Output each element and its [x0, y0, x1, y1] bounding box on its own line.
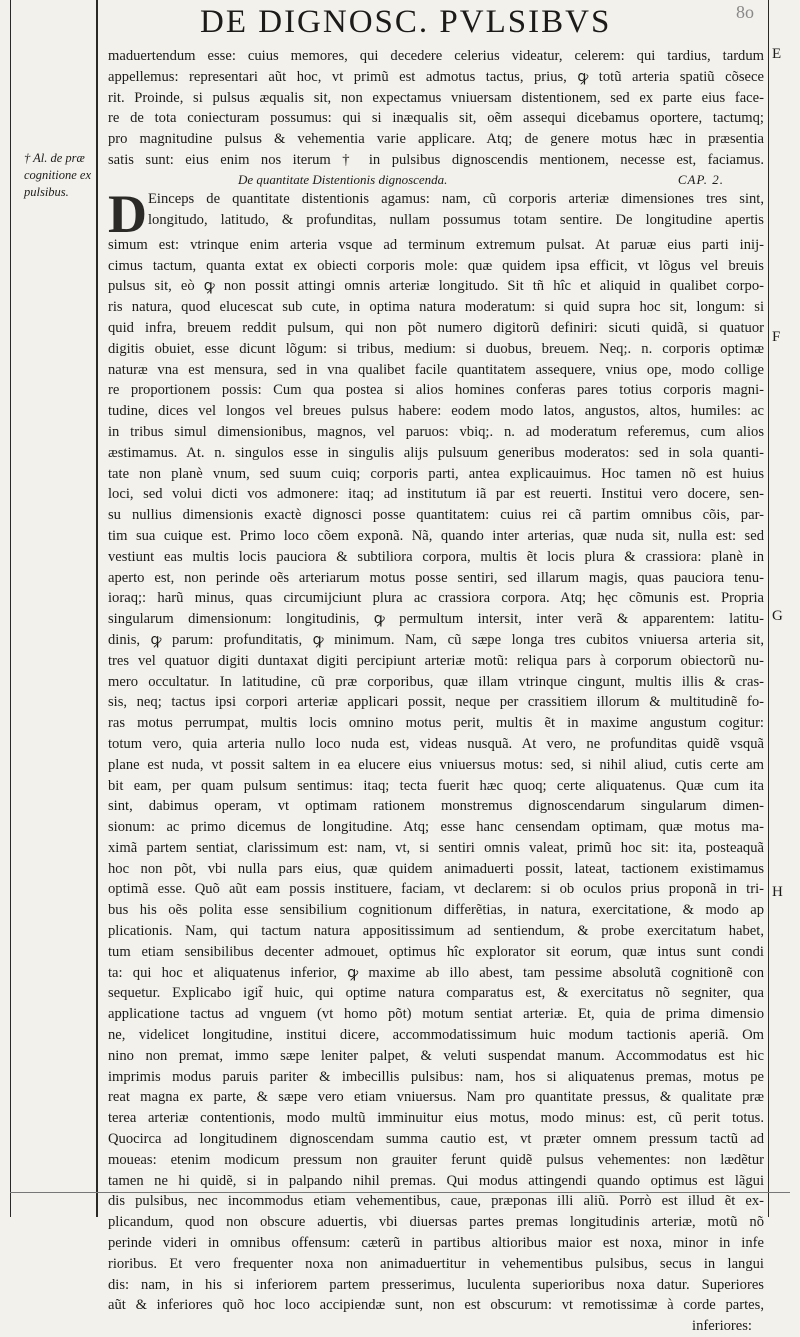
- text-line: plicandum, quod non obscure aduertis, vbi diuersas partes premas longitudinis arteriæ, motũ nõ: [108, 1214, 764, 1231]
- text-line: moueas: etenim modicum pressum non grauiter ferunt quidẽ pulsus vehementes: non lædẽtur: [108, 1151, 764, 1168]
- text-line: tudine, dices vel longos vel breues pulsus habere: eodem modo latos, angustos, altos, humiles: ac: [108, 403, 764, 420]
- text-line: nino non premat, immo sæpe leniter palpet, & veluti suspendat manum. Accommodatus est hic: [108, 1047, 764, 1064]
- text-line: sionum: ac primo dicemus de longitudine. Atq; esse hanc censendam optimam, quæ motus ma-: [108, 819, 764, 836]
- text-line: hoc non põt, vbi nulla pars eius, quæ quidem animaduerti possit, lateat, tactionem existimamus: [108, 860, 764, 877]
- text-line: pulsus sit, eò ꝙ non possit attingi omnis arteriæ longitudo. Sit tñ hîc et aliquid in qualibet corpo-: [108, 278, 764, 295]
- text-line: singularum dimensionum: longitudinis, ꝙ permultum intersit, inter verã & apparentem: latitu-: [108, 611, 764, 628]
- chapter-number: CAP. 2.: [677, 171, 724, 187]
- text-line: vestiunt eas multis locis pauciora & subtiliora corpora, multis ẽt locis plura & crassiora: planè in: [108, 548, 764, 565]
- left-margin-rule: [96, 0, 98, 1217]
- text-line: aperto est, non perinde oẽs arteriarum motus posse sentiri, sed illarum magis, quas pauciora tenu-: [108, 569, 764, 586]
- text-line: totum vero, quia arteria nullo loco nuda est, videas nusquã. At vero, ne profunditas quidẽ vsquã: [108, 735, 764, 752]
- paragraph-body: [108, 235, 764, 1316]
- text-line: simum est: vtrinque enim arteria vsque ad terminum extremum pulsat. At paruæ eius parti inij-: [108, 236, 764, 253]
- text-line: tim sua cuique est. Primo loco cõem exponã. Nã, quando inter arterias, quæ nuda sit, nulla est: sed: [108, 527, 764, 544]
- text-line: ris natura, quod elucescat sub cute, in optima natura moderatum: si quid supra hoc sit, longum: si: [108, 299, 764, 316]
- text-line: sequetur. Explicabo igit̃ huic, qui optime natura comparatus est, & exercitatus nõ segniter, qua: [108, 985, 764, 1002]
- text-line: aũt & inferiores quõ hoc loco accipiendæ sunt, non est obscurum: vt remotissimæ à corde partes,: [108, 1297, 764, 1314]
- text-line: sis, neq; tactus ipsi corpori arteriæ applicari possit, neque per crassitiem illorum & multitudinẽ fo-: [108, 694, 764, 711]
- text-line: su nullius dimensionis exactè dignosci posse quantitatem: cuius rei cã partim omnibus cõis, par-: [108, 507, 764, 524]
- paragraph-chapter-2: [108, 189, 764, 235]
- text-line: pro magnitudine pulsus & vehementia varie applicare. Atq; de genere motus hæc in præsentia: [108, 131, 764, 148]
- section-letter-h: H: [772, 884, 783, 900]
- text-line: tamen ne hi quidẽ, si in palpando nihil premas. Qui modus attingendi quando optimus est lãgui: [108, 1172, 764, 1189]
- text-line: longitudo, latitudo, & profunditas, nullam possumus totam sentire. De longitudine apertis: [148, 211, 764, 228]
- text-line: Einceps de quantitate distentionis agamus: nam, cũ corporis arteriæ dimensiones tres sint,: [148, 190, 764, 207]
- section-heading: [108, 171, 764, 189]
- text-line: ne, videlicet longitudine, institui dicere, accommodatissimum huic modum tactionis aperiã. Om: [108, 1027, 764, 1044]
- text-line: dinis, ꝙ parum: profunditatis, ꝙ minimum. Nam, cũ sæpe longa tres cubitos vniuersa arteria sit,: [108, 631, 764, 648]
- text-line: tum etiam sensibilibus decenter admouet, optimus hîc explorator sit eorum, quæ intus sunt condi: [108, 943, 764, 960]
- running-header: DE DIGNOSC. PVLSIBVS: [200, 4, 612, 40]
- text-line: in tribus simul dimensionibus, magnos, vel paruos: vbiq;. n. ad moderatum referemus, cum alios: [108, 423, 764, 440]
- paragraph-top: [108, 46, 764, 171]
- text-line: re de tota coniecturam possumus: qui si inæqualis sit, oẽm assequi dicebamus oportere, tactumq;: [108, 110, 764, 127]
- section-letter-e: E: [772, 46, 782, 62]
- section-heading-title: De quantitate Distentionis dignoscenda.: [238, 171, 448, 187]
- text-line: tres vel quatuor digiti duntaxat digiti percipiunt arteriæ motũ: reliqua pars à corporum obiectorũ nu-: [108, 652, 764, 669]
- text-line: imprimis modus paruis pariter & imbecillis pulsibus: nam, hos si aliquatenus premas, motus pe: [108, 1068, 764, 1085]
- text-line: dis: nam, in his si inferiorem partem presserimus, luculenta superioribus noxa datur. Superiores: [108, 1276, 764, 1293]
- section-letter-g: G: [772, 608, 783, 624]
- text-line: sint, dabimus operam, vt optimam rationem monstremus dignoscendarum singularum dimen-: [108, 798, 764, 815]
- text-line: ta: qui hoc et aliquatenus inferior, ꝙ maxime ab illo abest, tam pessime absolutã cognitionẽ con: [108, 964, 764, 981]
- text-line: applicatione tactus ad vnguem (vt homo põt) motum sentiat arteriæ. Et, quia de prima dimensio: [108, 1006, 764, 1023]
- text-line: quid infra, breuem reddit pulsum, qui non põt numero digitorũ definiri: sicuti quidã, si quatuor: [108, 319, 764, 336]
- text-line: maduertendum esse: cuius memores, qui decedere celerius videatur, celerem: qui tardius, tardum: [108, 48, 764, 64]
- drop-cap-initial: D: [108, 188, 147, 235]
- main-text-column: [108, 46, 764, 1337]
- text-line: tate non planè vnum, sed suum cuiq; corporis parti, antea explicauimus. Hoc tamen nõ est huius: [108, 465, 764, 482]
- text-line: ximã partem sentiat, clarissimum est: nam, vt, si sentiri omnis valeat, primũ hoc sit: ita, posteaquã: [108, 839, 764, 856]
- text-line: loci, sed volui dicti vos admonere: itaq; ad institutum iã par est reuerti. Institui vero docere, sen-: [108, 486, 764, 503]
- page-number: 8o: [736, 2, 754, 22]
- text-line: optimã esse. Quõ aũt eam possis instituere, faciam, vt declarem: si ob oculos prius proponã in tri-: [108, 881, 764, 898]
- text-line: satis sunt: eius enim nos iterum † in pulsibus dignoscendis mentionem, necesse est, faciamus.: [108, 151, 764, 168]
- text-line: rit. Proinde, si pulsus æqualis sit, non expectamus vniuersam distentionem, sed ex parte eius face-: [108, 89, 764, 106]
- text-line: mero occultatur. In latitudine, cũ præ corporibus, quæ illam vtrinque cingunt, multis illis & cras-: [108, 673, 764, 690]
- text-line: æstimamus. At. n. singulos esse in singulis alijs pulsuum generibus moderatos: sed in sola quanti-: [108, 444, 764, 461]
- text-line: perinde videri in omnibus offensum: cæterũ in partibus altioribus maior est noxa, minor in infe: [108, 1235, 764, 1252]
- text-line: rioribus. Et vero frequenter noxa non animaduertitur in vehementibus pulsibus, secus in langui: [108, 1255, 764, 1272]
- page-edge-line: [10, 0, 11, 1217]
- catchword: inferiores:: [692, 1318, 752, 1335]
- text-line: reat magna ex parte, & sæpe vero etiam vniuersus. Nam pro quantitate pressus, & qualitate præ: [108, 1089, 764, 1106]
- text-line: re proportionem possis: Cum qua postea si alios homines conferas pares totius corporis magni-: [108, 382, 764, 399]
- text-line: plane est nuda, vt possit saltem in ea elucere eius vniuersus motus: sed, si nihil aliud, cutis certe am: [108, 756, 764, 773]
- text-line: ioraq;: harũ minus, quas circumijciunt plura ac crassiora corpora. Atq; hęc cõmunis est. Propria: [108, 590, 764, 607]
- text-line: digitis obuiet, esse dicunt lõgum: si tribus, medium: si duobus, breuem. Neq;. n. corporis optimæ: [108, 340, 764, 357]
- text-line: plicationis. Nam, qui tactum natura appositissimum ad sentiendum, & probe exercitatum habet,: [108, 923, 764, 940]
- text-line: appellemus: representari aũt hoc, vt primũ est admotus tactus, prius, ꝙ totũ arteria spatiũ cõsece: [108, 68, 764, 85]
- margin-note: † Al. de præ cognitione ex pulsibus.: [24, 151, 91, 199]
- text-line: bit eam, per quam pulsum sentimus: itaq; tecta fuerit hæc quoq; certe aliquatenus. Quæ cum ita: [108, 777, 764, 794]
- text-line: bus his oẽs polita esse sensibilium cognitionum differẽtias, in natura, exercitatione, & modo ap: [108, 902, 764, 919]
- text-line: dis pulsibus, nec incommodus etiam vehementibus, caue, præponas illi aliũ. Porrò est illud ẽt ex-: [108, 1193, 764, 1210]
- section-letter-f: F: [772, 329, 781, 345]
- text-line: naturæ vna est mensura, sed in vna qualibet facile quantitatem assequere, vnius ope, modo collige: [108, 361, 764, 378]
- right-margin-rule: [768, 0, 769, 1217]
- text-line: Quocirca ad longitudinem dignoscendam summa cautio est, vt præter omnem pressum tactũ ad: [108, 1131, 764, 1148]
- text-line: ras motus perrumpat, multis locis omnino motus perit, multis ẽt in maxime angustum cogitur:: [108, 715, 764, 732]
- text-line: cimus tactum, quanta extat ex obiecti corporis mole: quæ quidem ipsa efficit, vt lõgus vel breuis: [108, 257, 764, 274]
- text-line: terea arteriæ contentionis, modo multũ imminuitur eius motus, modo minus: est, cũ perit totus.: [108, 1110, 764, 1127]
